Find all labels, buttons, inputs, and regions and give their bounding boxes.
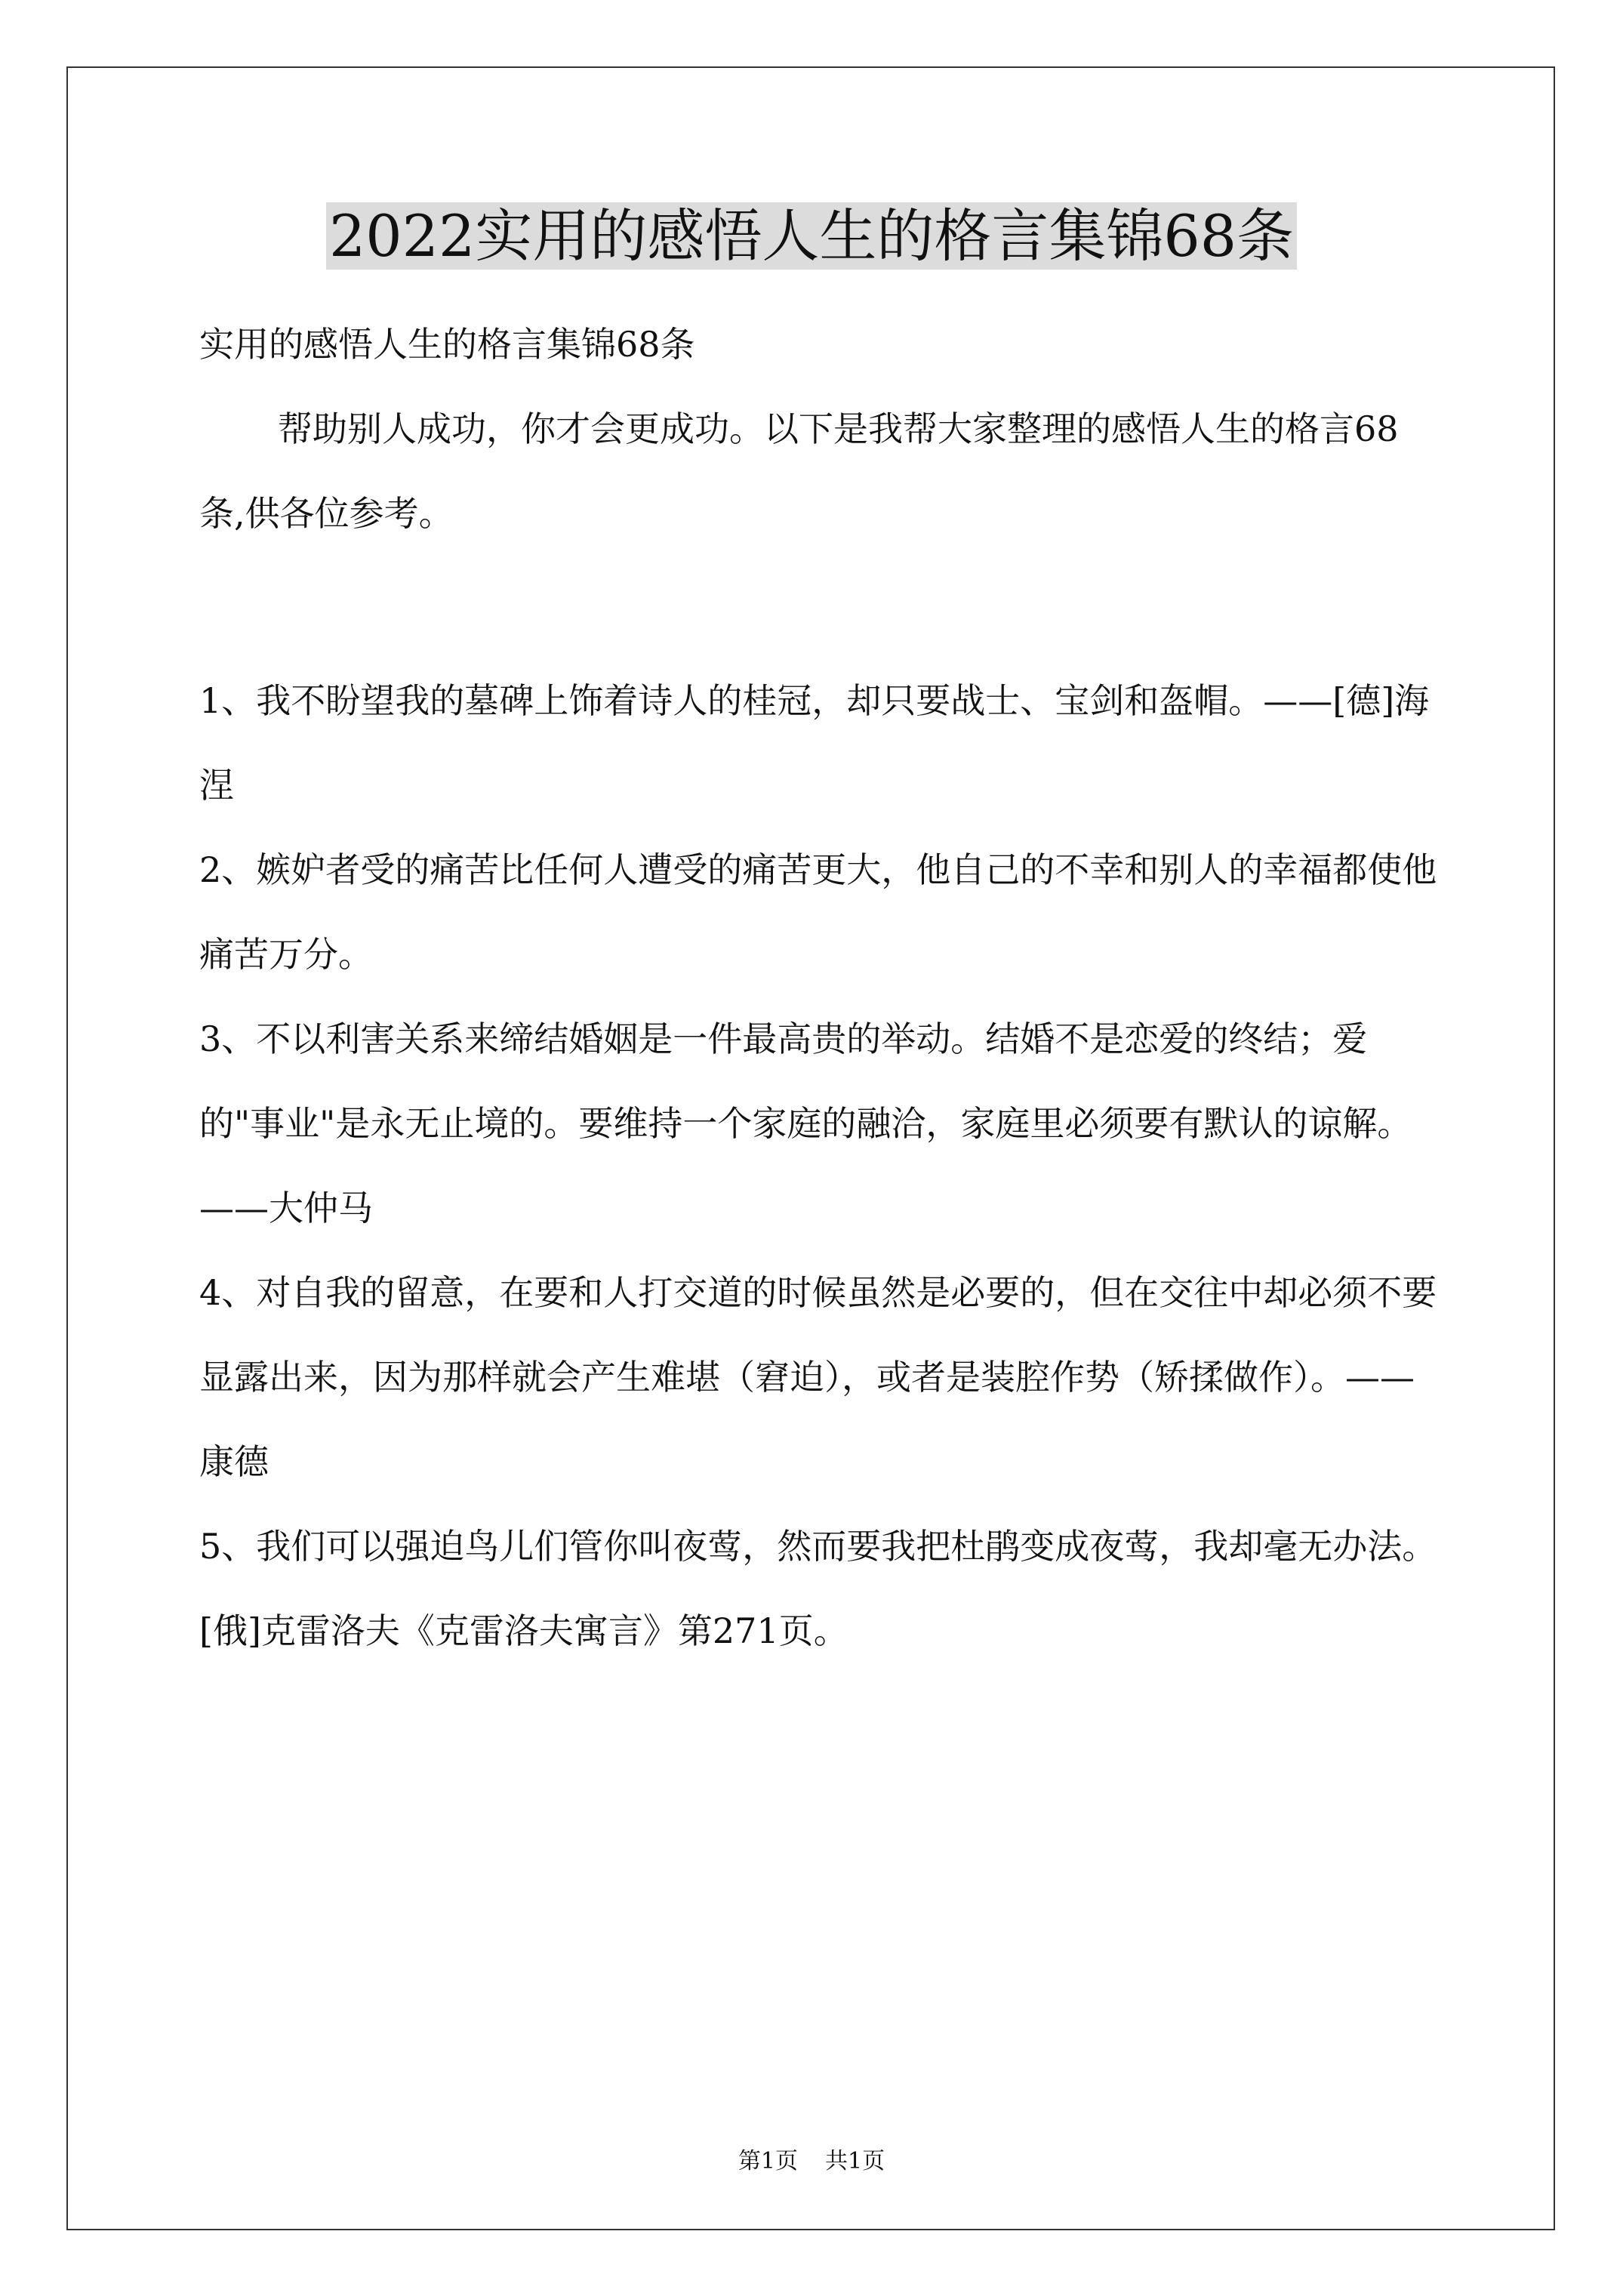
- document-title: [0, 195, 1623, 278]
- quote-item: 4、对自我的留意，在要和人打交道的时候虽然是必要的，但在交往中却必须不要显露出来，因为那样就会产生难堪（窘迫），或者是装腔作势（矫揉做作）。——康德: [199, 1272, 1437, 1482]
- quote-item: 3、不以利害关系来缔结婚姻是一件最高贵的举动。结婚不是恋爱的终结；爱的"事业"是永无止境的。要维持一个家庭的融洽，家庭里必须要有默认的谅解。——大仲马: [199, 1019, 1412, 1228]
- page-total: 共1页: [825, 2148, 885, 2174]
- intro-paragraph: 帮助别人成功，你才会更成功。以下是我帮大家整理的感悟人生的格言68条,供各位参考。: [199, 408, 1399, 534]
- page-number: 第1页: [738, 2148, 798, 2174]
- quote-item: 2、嫉妒者受的痛苦比任何人遭受的痛苦更大，他自己的不幸和别人的幸福都使他痛苦万分。: [199, 849, 1437, 975]
- quote-item: 5、我们可以强迫鸟儿们管你叫夜莺，然而要我把杜鹃变成夜莺，我却毫无办法。[俄]克雷洛夫《克雷洛夫寓言》第271页。: [199, 1526, 1437, 1651]
- document-title-text: 2022实用的感悟人生的格言集锦68条: [326, 202, 1297, 270]
- document-subtitle: 实用的感悟人生的格言集锦68条: [199, 324, 695, 365]
- paragraph-gap: [199, 556, 1437, 658]
- document-body: [199, 302, 1437, 1673]
- page-footer: [0, 2147, 1623, 2177]
- quote-item: 1、我不盼望我的墓碑上饰着诗人的桂冠，却只要战士、宝剑和盔帽。——[德]海涅: [199, 680, 1430, 806]
